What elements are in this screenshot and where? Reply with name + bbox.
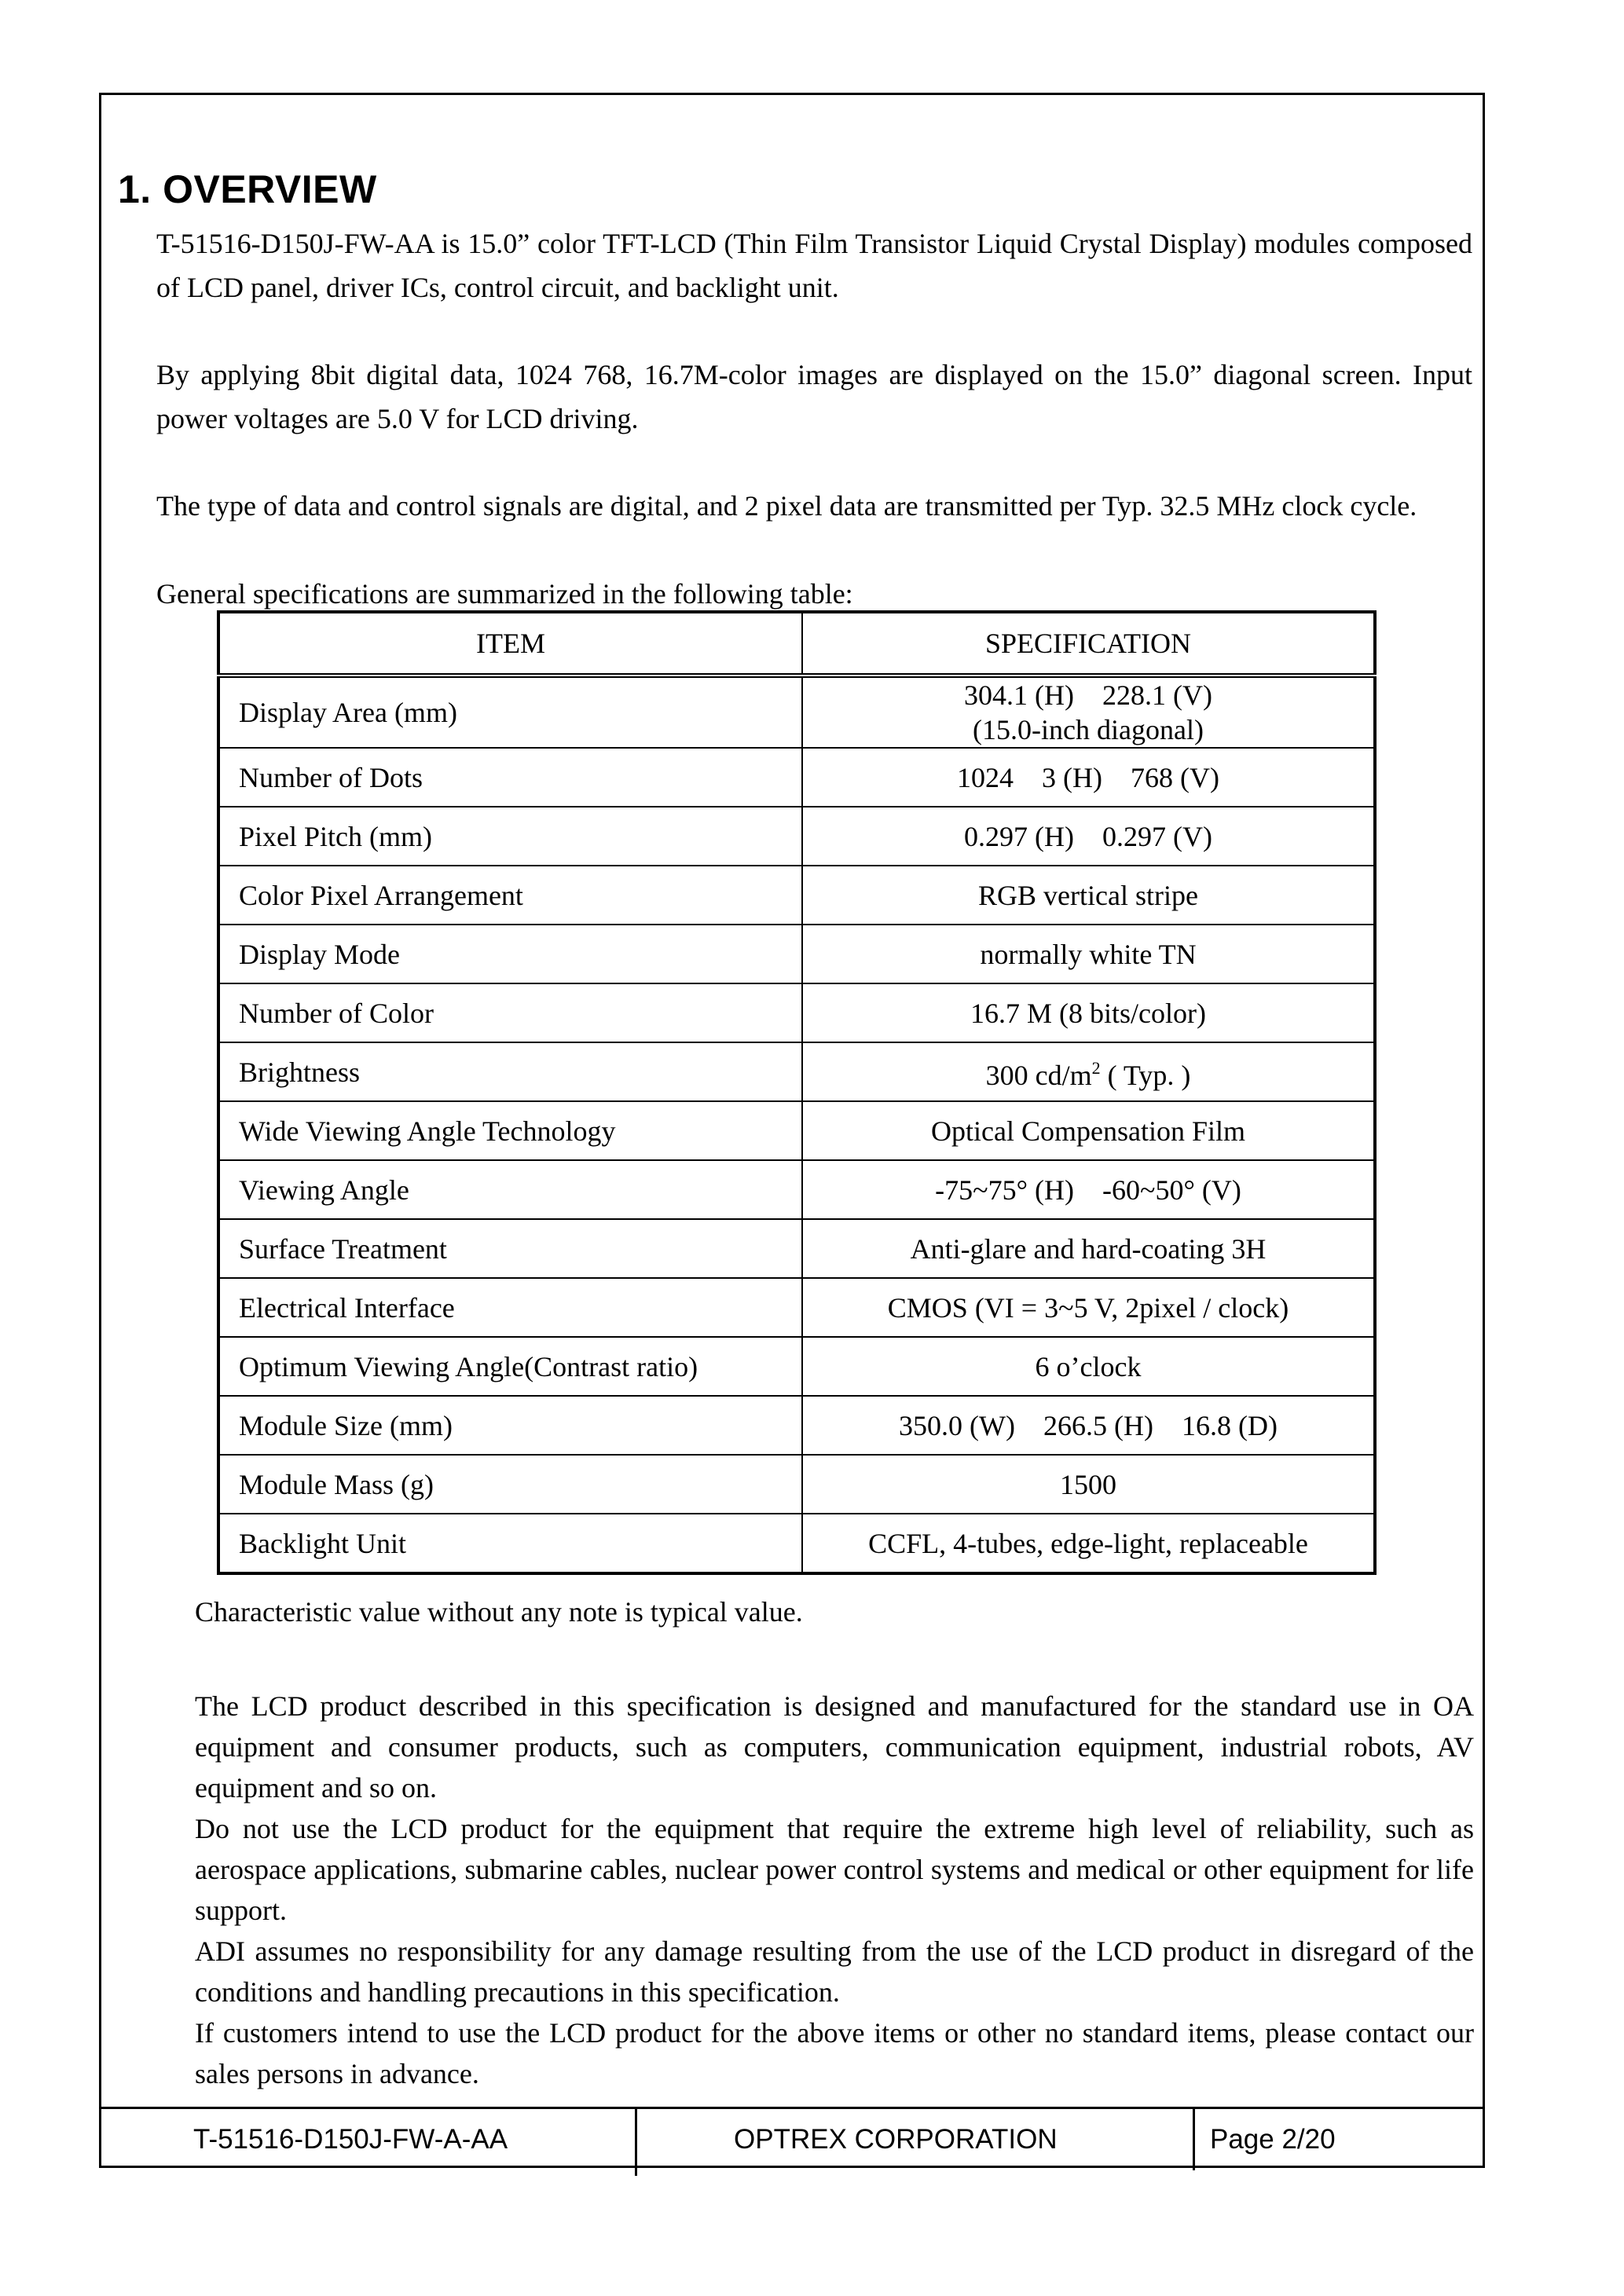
row-spec: CCFL, 4-tubes, edge-light, replaceable (802, 1514, 1375, 1573)
footer-divider-2 (1193, 2109, 1195, 2170)
overview-paragraph-4: General specifications are summarized in the following table: (156, 578, 853, 610)
row-item: Number of Color (218, 983, 802, 1042)
row-item: Number of Dots (218, 748, 802, 807)
row-item: Surface Treatment (218, 1219, 802, 1278)
row-spec: 1024 3 (H) 768 (V) (802, 748, 1375, 807)
brightness-suffix: ( Typ. ) (1100, 1060, 1191, 1091)
table-row (218, 1042, 1375, 1101)
row-spec (802, 1042, 1375, 1101)
note-reliability: Do not use the LCD product for the equipment that require the extreme high level of reliability, such as aerospace applications, submarine cables, nuclear power control systems and medical or other equipment for life support. (195, 1813, 1474, 1926)
brightness-value: 300 cd/m (985, 1060, 1092, 1091)
row-spec: Anti-glare and hard-coating 3H (802, 1219, 1375, 1278)
page-footer (99, 2107, 1485, 2170)
row-spec: 350.0 (W) 266.5 (H) 16.8 (D) (802, 1396, 1375, 1455)
row-spec: 6 o’clock (802, 1337, 1375, 1396)
row-spec: -75~75° (H) -60~50° (V) (802, 1160, 1375, 1219)
table-row (218, 1160, 1375, 1219)
footer-page-number: Page 2/20 (1210, 2124, 1336, 2155)
row-item: Optimum Viewing Angle(Contrast ratio) (218, 1337, 802, 1396)
table-row (218, 676, 1375, 748)
row-item: Pixel Pitch (mm) (218, 807, 802, 866)
note-responsibility: ADI assumes no responsibility for any damage resulting from the use of the LCD product in disregard of the conditions and handling precautions in this specification. (195, 1935, 1474, 2008)
specification-table (217, 610, 1377, 1575)
row-spec: 1500 (802, 1455, 1375, 1514)
section-title: 1. OVERVIEW (118, 167, 377, 211)
row-item: Backlight Unit (218, 1514, 802, 1573)
table-row (218, 866, 1375, 925)
superscript-2: 2 (1091, 1058, 1101, 1078)
row-item: Display Area (mm) (218, 676, 802, 748)
overview-paragraph-1: T-51516-D150J-FW-AA is 15.0” color TFT-LCD (Thin Film Transistor Liquid Crystal Display) modules composed of LCD panel, driver ICs, control circuit, and backlight unit. (156, 228, 1472, 303)
row-spec: normally white TN (802, 925, 1375, 983)
table-row (218, 1219, 1375, 1278)
row-spec: 16.7 M (8 bits/color) (802, 983, 1375, 1042)
row-spec: Optical Compensation Film (802, 1101, 1375, 1160)
table-row (218, 748, 1375, 807)
header-item: ITEM (218, 612, 802, 676)
row-spec (802, 676, 1375, 748)
footer-divider-1 (635, 2109, 637, 2176)
row-item: Wide Viewing Angle Technology (218, 1101, 802, 1160)
table-row (218, 983, 1375, 1042)
table-row (218, 807, 1375, 866)
row-item: Viewing Angle (218, 1160, 802, 1219)
row-item: Brightness (218, 1042, 802, 1101)
row-spec: 0.297 (H) 0.297 (V) (802, 807, 1375, 866)
row-item: Module Mass (g) (218, 1455, 802, 1514)
table-header-row (218, 612, 1375, 676)
table-row (218, 1278, 1375, 1337)
row-spec: CMOS (VI = 3~5 V, 2pixel / clock) (802, 1278, 1375, 1337)
header-specification: SPECIFICATION (802, 612, 1375, 676)
row-item: Electrical Interface (218, 1278, 802, 1337)
row-spec-line-1: 304.1 (H) 228.1 (V) (964, 679, 1212, 711)
footer-doc-number: T-51516-D150J-FW-A-AA (193, 2124, 508, 2155)
overview-paragraph-3: The type of data and control signals are digital, and 2 pixel data are transmitted per Typ. 32.5 MHz clock cycle. (156, 490, 1417, 522)
footer-company: OPTREX CORPORATION (734, 2124, 1058, 2155)
row-spec: RGB vertical stripe (802, 866, 1375, 925)
overview-paragraph-2: By applying 8bit digital data, 1024 768, 16.7M-color images are displayed on the 15.0” diagonal screen. Input power voltages are 5.0 V for LCD driving. (156, 359, 1472, 434)
usage-notes (195, 1686, 1474, 2094)
table-row (218, 1101, 1375, 1160)
row-item: Module Size (mm) (218, 1396, 802, 1455)
table-row (218, 1396, 1375, 1455)
table-row (218, 925, 1375, 983)
note-typical-value: Characteristic value without any note is typical value. (195, 1596, 803, 1628)
table-row (218, 1514, 1375, 1573)
row-item: Color Pixel Arrangement (218, 866, 802, 925)
note-contact-sales: If customers intend to use the LCD product for the above items or other no standard items, please contact our sales persons in advance. (195, 2017, 1474, 2089)
row-spec-line-2: (15.0-inch diagonal) (973, 714, 1204, 745)
row-item: Display Mode (218, 925, 802, 983)
note-standard-use: The LCD product described in this specification is designed and manufactured for the standard use in OA equipment and consumer products, such as computers, communication equipment, industrial robots, AV equipment and so on. (195, 1690, 1474, 1803)
table-row (218, 1337, 1375, 1396)
table-row (218, 1455, 1375, 1514)
